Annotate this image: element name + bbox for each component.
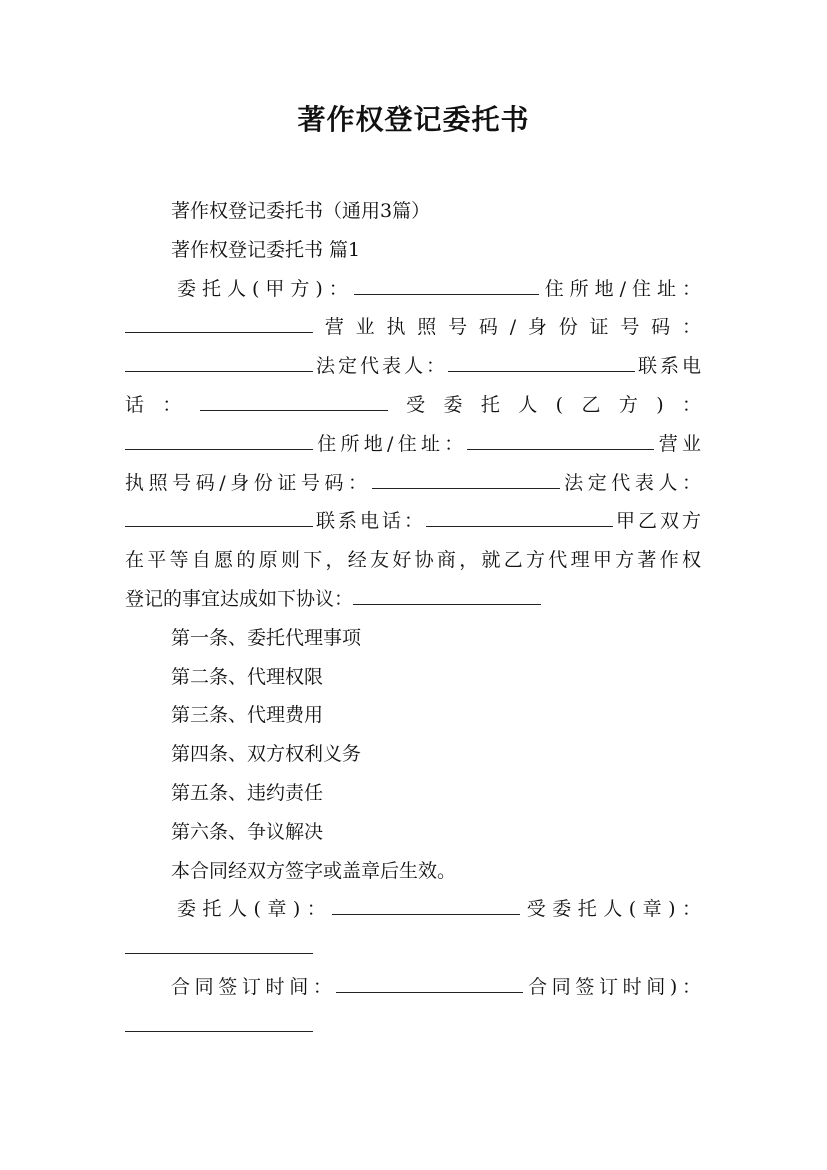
agent-address-label: 住所地/住址： [313,432,468,455]
client-rep-label: 法定代表人： [313,355,448,378]
subtitle-line: 著作权登记委托书（通用3篇） [171,200,431,222]
agent-rep-blank [125,504,313,527]
article-4: 第四条、双方权利义务 [171,743,362,766]
agent-phone-label: 联系电话： [313,510,426,533]
agent-address-line [125,425,701,464]
date-label-2: 合同签订时间)： [523,975,701,998]
client-phone-blank [200,388,388,411]
section-heading: 著作权登记委托书 篇1 [171,238,361,261]
article-5: 第五条、违约责任 [171,781,324,804]
agent-label: 受委托人(乙方)： [387,393,701,416]
signature-line [125,890,701,929]
client-seal-blank [332,892,520,915]
date-blank-line [125,1007,701,1046]
date-line [125,968,701,1007]
document-body [125,192,701,1046]
agent-rep-label: 法定代表人： [559,471,701,494]
article-6: 第六条、争议解决 [171,820,324,843]
agent-seal-blank [125,931,313,954]
client-license-blank [125,349,313,372]
client-address-blank [125,310,313,333]
client-seal-label: 委托人(章)： [177,898,333,921]
agent-license-blank [372,466,560,489]
agent-seal-label: 受委托人(章)： [520,898,702,921]
client-rep-line [125,347,701,386]
client-license-label: 营业执照号码/身份证号码： [313,316,701,339]
date-label-1: 合同签订时间： [171,975,337,998]
agent-phone-blank [426,504,613,527]
client-phone-label-1: 联系电 [634,355,701,378]
article-3: 第三条、代理费用 [171,704,324,727]
client-label: 委托人(甲方)： [177,277,354,300]
date-blank-2 [125,1009,313,1032]
signature-blank-line [125,929,701,968]
document-title: 著作权登记委托书 [297,103,530,136]
client-address-label: 住所地/住址： [538,277,701,300]
agreement-text-3: 登记的事宜达成如下协议： [125,587,354,610]
effective-clause: 本合同经双方签字或盖章后生效。 [171,859,457,882]
agent-license-line [125,464,701,503]
agreement-line-3 [125,580,701,619]
agent-license-label-1: 营业 [654,432,701,455]
client-phone-label-2: 话： [125,393,200,416]
agent-license-label-2: 执照号码/身份证号码： [125,471,372,494]
article-1: 第一条、委托代理事项 [171,626,362,649]
agent-phone-line [125,502,701,541]
agreement-line-1: 甲乙双方 [612,510,701,533]
agent-address-blank [467,427,654,450]
agreement-blank [353,582,541,605]
article-2: 第二条、代理权限 [171,665,324,688]
client-blank [354,272,539,295]
agent-blank [125,427,313,450]
client-rep-blank [448,349,635,372]
agent-line [125,386,701,425]
client-line [125,270,701,309]
client-license-line [125,308,701,347]
agreement-line-2: 在平等自愿的原则下，经友好协商，就乙方代理甲方著作权 [125,549,701,572]
date-blank-1 [336,970,523,993]
